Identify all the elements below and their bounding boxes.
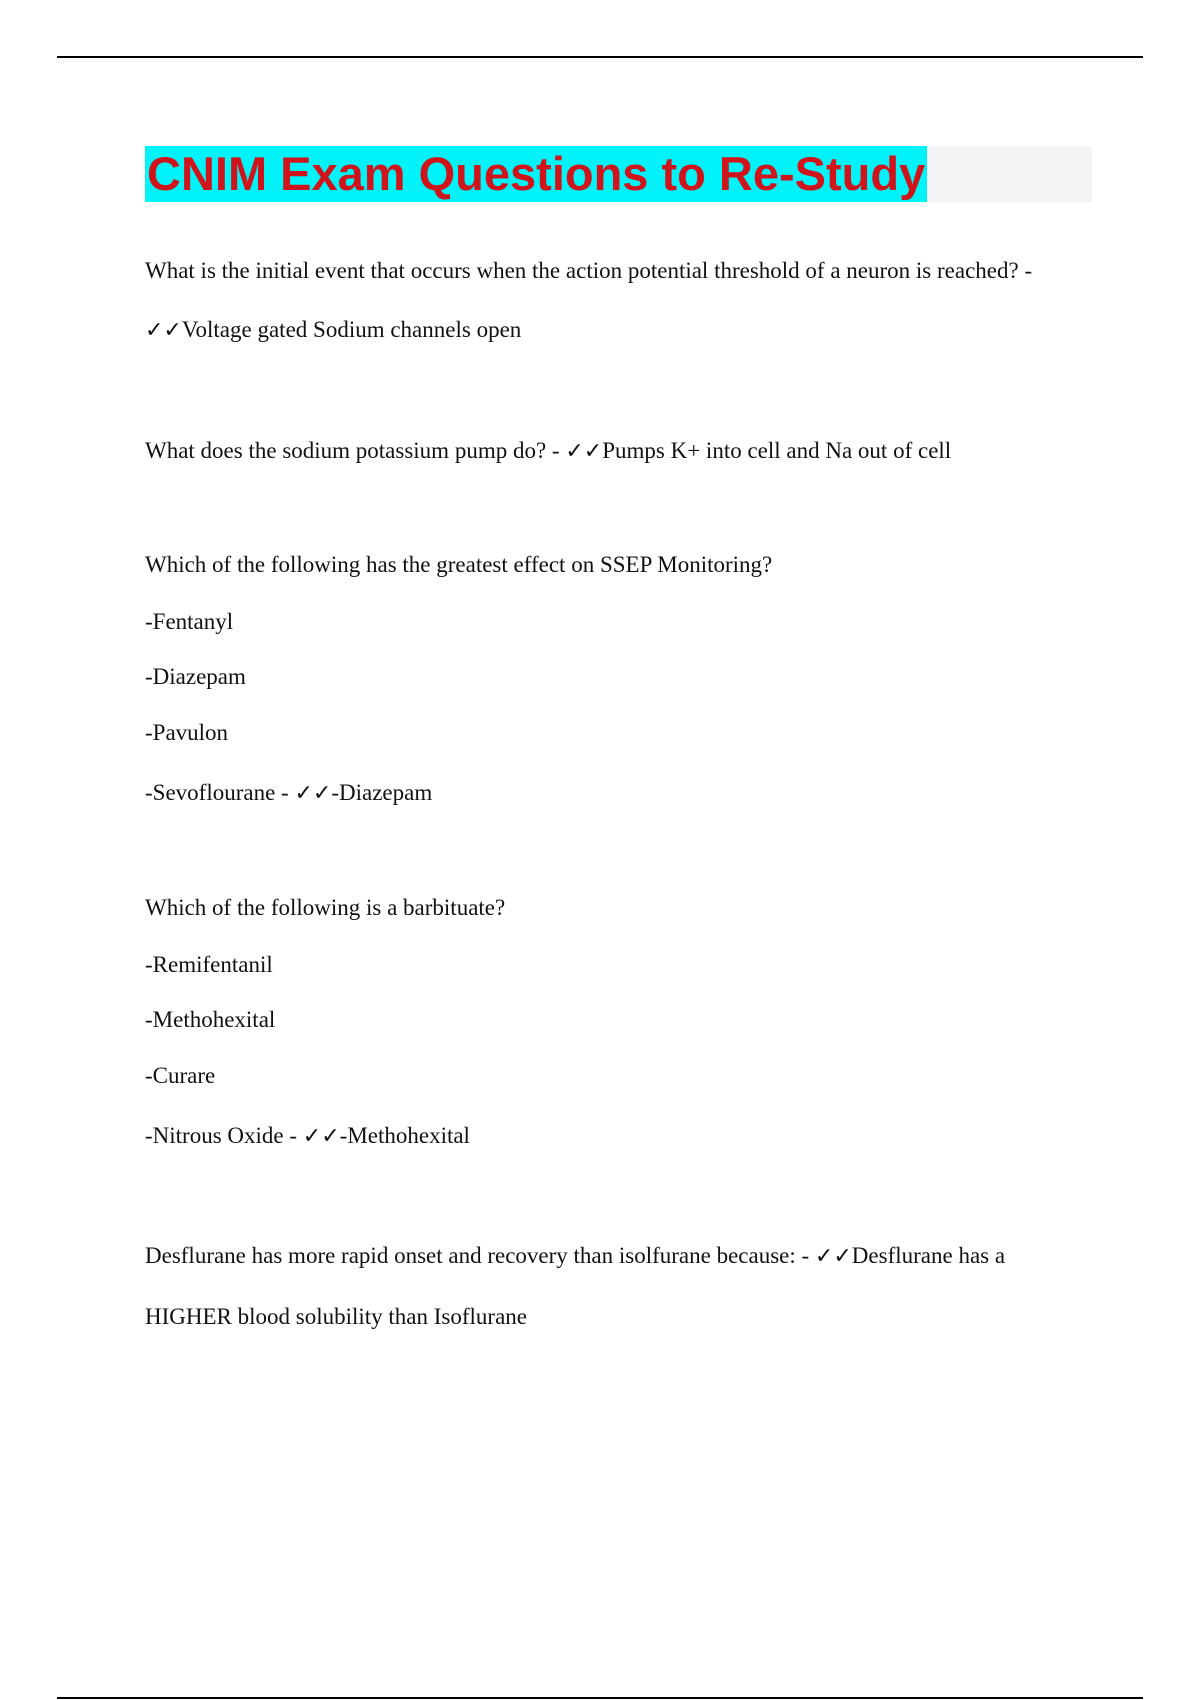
answer-4: -Methohexital: [339, 1123, 470, 1148]
answer-3: -Diazepam: [331, 780, 433, 805]
question-5: Desflurane has more rapid onset and recovery than isolfurane because: -: [145, 1243, 810, 1268]
top-rule: [57, 56, 1143, 58]
option-3-4-line: [145, 778, 432, 809]
answer-5-part1: Desflurane has a: [851, 1243, 1006, 1268]
question-2: What does the sodium potassium pump do? -: [145, 438, 560, 463]
option-3-4: -Sevoflourane -: [145, 780, 289, 805]
question-5-line: [145, 1241, 1005, 1272]
answer-5-part2: HIGHER blood solubility than Isoflurane: [145, 1304, 528, 1329]
option-4-2: -Methohexital: [145, 1007, 276, 1032]
option-4-4-line: [145, 1121, 470, 1152]
option-4-1: -Remifentanil: [145, 952, 273, 977]
question-4: Which of the following is a barbituate?: [145, 895, 506, 920]
option-3-2: -Diazepam: [145, 664, 246, 689]
check-icon: ✓✓: [814, 1244, 852, 1269]
option-3-1: -Fentanyl: [145, 609, 234, 634]
answer-2: Pumps K+ into cell and Na out of cell: [602, 438, 952, 463]
question-1: What is the initial event that occurs when the action potential threshold of a neuron is reached? -: [145, 258, 1033, 283]
option-4-4: -Nitrous Oxide -: [145, 1123, 298, 1148]
option-4-3: -Curare: [145, 1063, 216, 1088]
check-icon: ✓✓: [565, 439, 603, 464]
question-2-line: [145, 436, 951, 467]
option-3-3: -Pavulon: [145, 720, 229, 745]
page-title: CNIM Exam Questions to Re-Study: [147, 147, 926, 200]
check-icon: ✓✓: [294, 781, 332, 806]
check-icon: ✓✓: [145, 318, 182, 343]
answer-1: Voltage gated Sodium channels open: [181, 317, 522, 342]
answer-1-line: [145, 315, 521, 346]
bottom-rule: [57, 1697, 1143, 1699]
question-3: Which of the following has the greatest effect on SSEP Monitoring?: [145, 552, 773, 577]
check-icon: ✓✓: [302, 1124, 340, 1149]
